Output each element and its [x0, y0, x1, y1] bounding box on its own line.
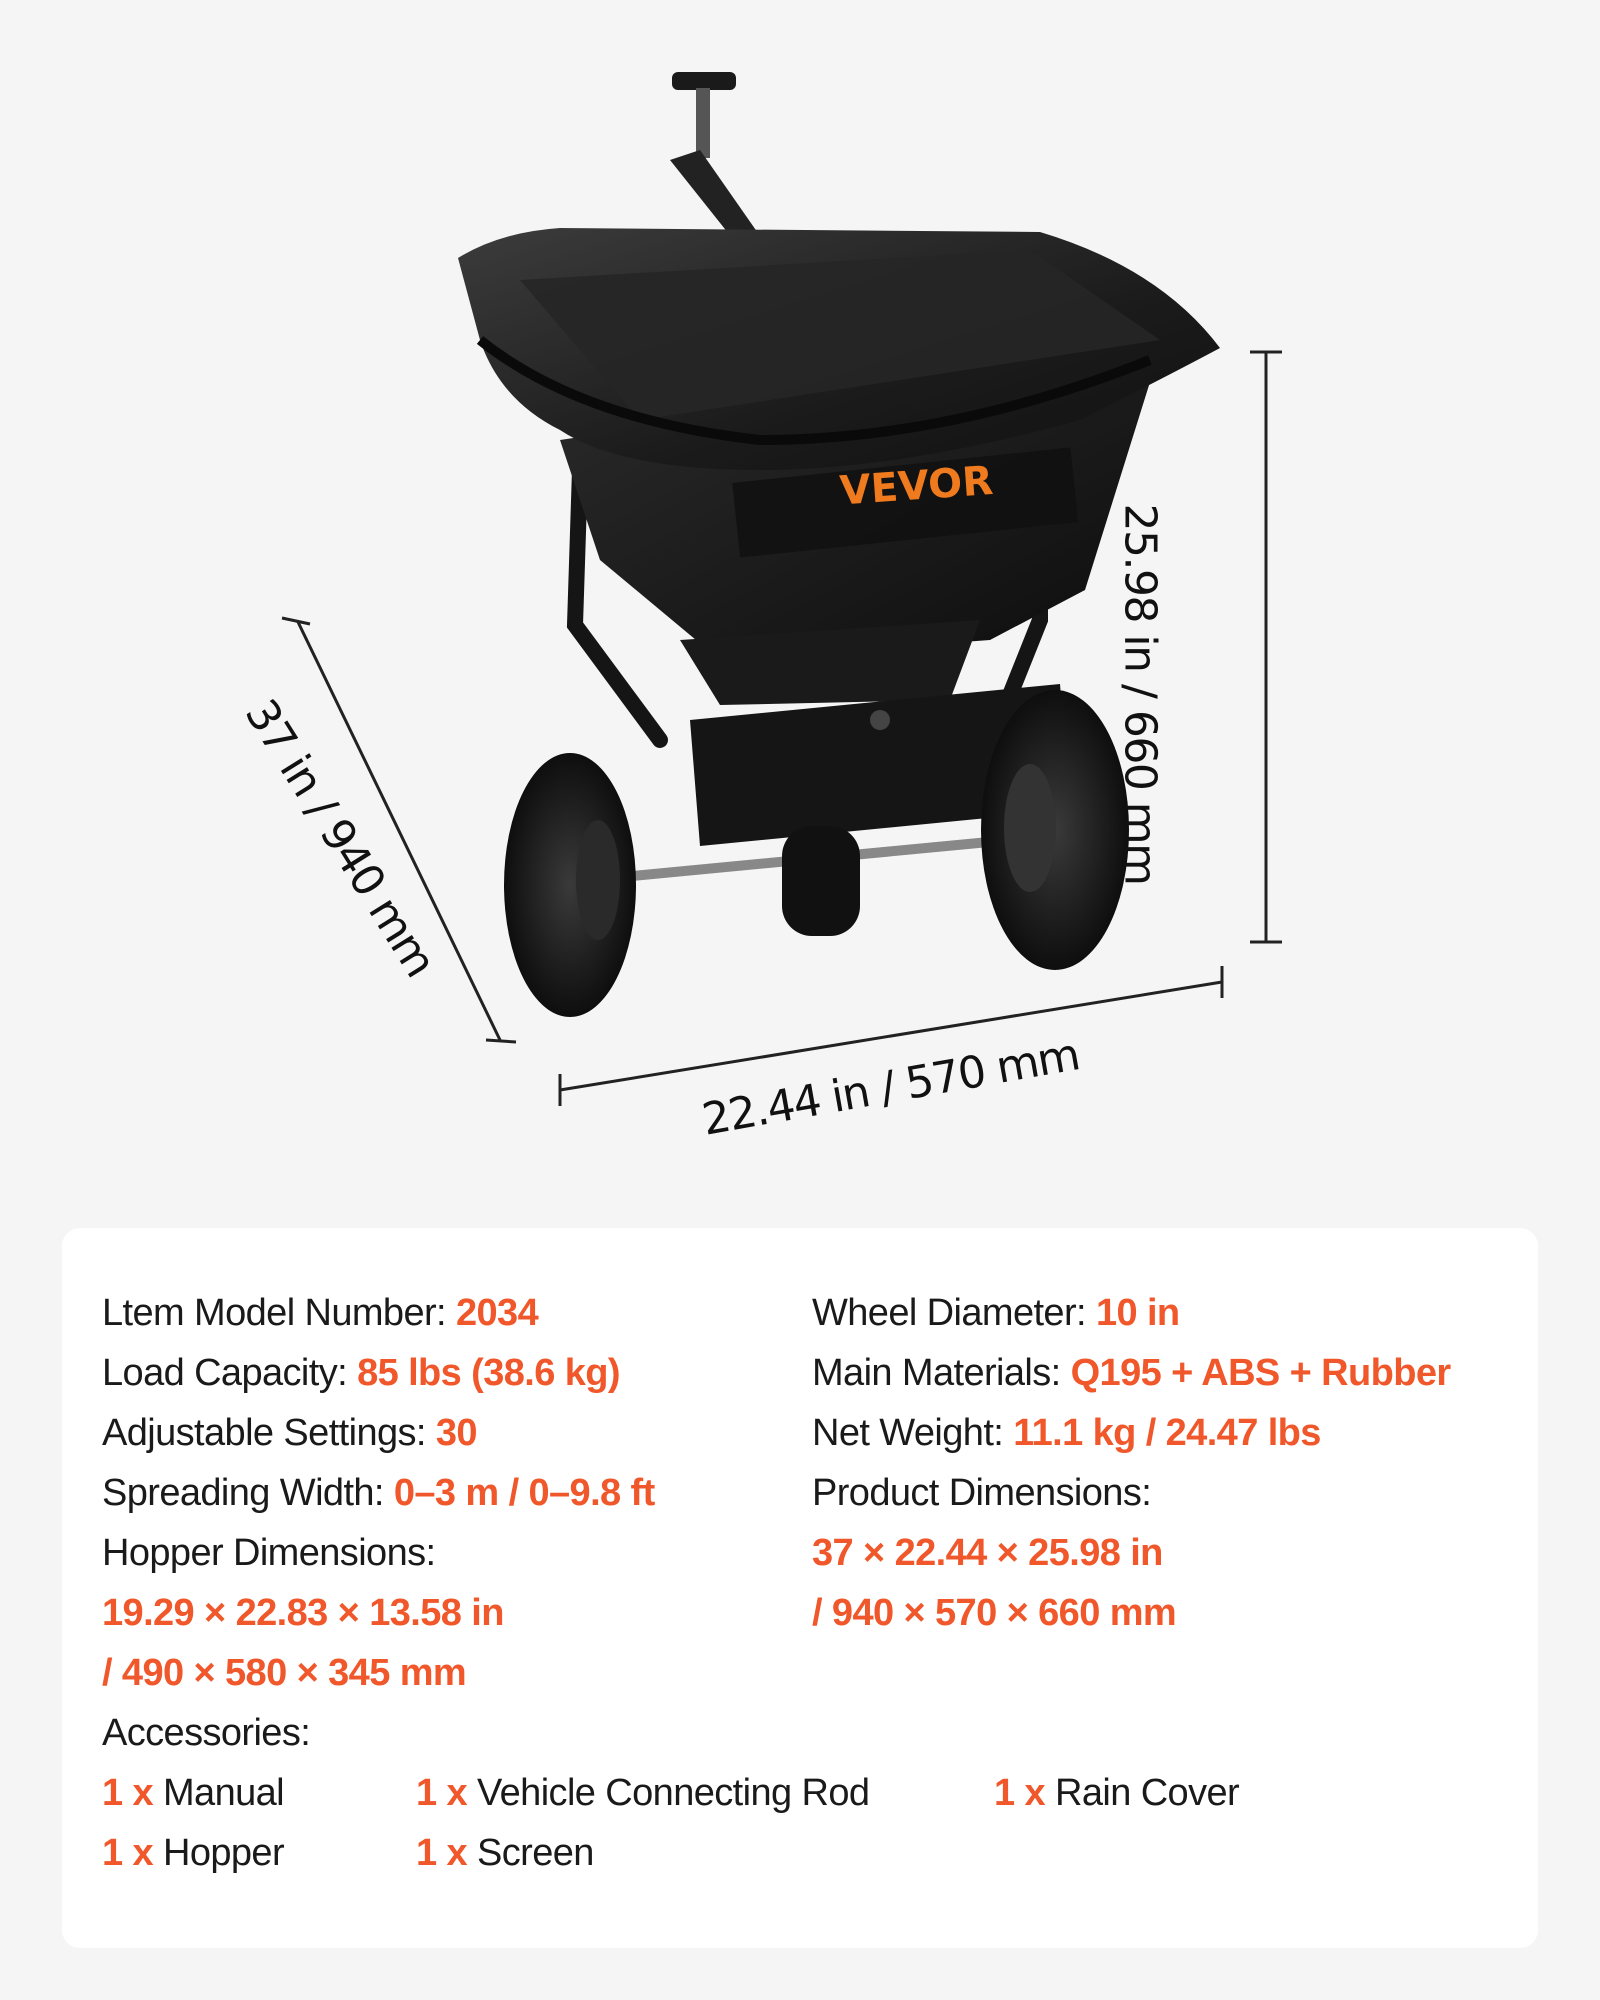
width-dimension-label: 22.44 in / 570 mm: [698, 1029, 1083, 1146]
spec-main-materials: Main Materials: Q195 + ABS + Rubber: [812, 1352, 1451, 1394]
spec-net-weight: Net Weight: 11.1 kg / 24.47 lbs: [812, 1412, 1321, 1454]
accessory-item: 1 x Vehicle Connecting Rod: [416, 1772, 870, 1814]
accessories-label: Accessories:: [102, 1712, 311, 1754]
vevor-logo: VEVOR: [838, 457, 995, 515]
spec-adjustable-settings: Adjustable Settings: 30: [102, 1412, 477, 1454]
spec-spreading-width: Spreading Width: 0–3 m / 0–9.8 ft: [102, 1472, 655, 1514]
accessory-item: 1 x Hopper: [102, 1832, 285, 1874]
accessory-item: 1 x Screen: [416, 1832, 594, 1874]
right-wheel: [981, 690, 1129, 970]
left-wheel: [504, 753, 636, 1017]
handle: [670, 72, 760, 248]
spec-wheel-diameter: Wheel Diameter: 10 in: [812, 1292, 1180, 1334]
spec-product-dimensions-label: Product Dimensions:: [812, 1472, 1152, 1514]
accessory-item: 1 x Rain Cover: [994, 1772, 1240, 1814]
accessory-item: 1 x Manual: [102, 1772, 285, 1814]
spec-hopper-dimensions-value-in: 19.29 × 22.83 × 13.58 in: [102, 1592, 504, 1634]
spec-model-number: Ltem Model Number: 2034: [102, 1292, 539, 1334]
spec-hopper-dimensions-label: Hopper Dimensions:: [102, 1532, 436, 1574]
spec-hopper-dimensions-value-mm: / 490 × 580 × 345 mm: [102, 1652, 467, 1694]
depth-dimension-label: 37 in / 940 mm: [234, 690, 446, 986]
spec-product-dimensions-value-in: 37 × 22.44 × 25.98 in: [812, 1532, 1163, 1574]
spec-product-dimensions-value-mm: / 940 × 570 × 660 mm: [812, 1592, 1177, 1634]
height-dimension-label: 25.98 in / 660 mm: [1114, 503, 1166, 885]
spec-load-capacity: Load Capacity: 85 lbs (38.6 kg): [102, 1352, 620, 1394]
spec-card: [62, 1228, 1538, 1948]
